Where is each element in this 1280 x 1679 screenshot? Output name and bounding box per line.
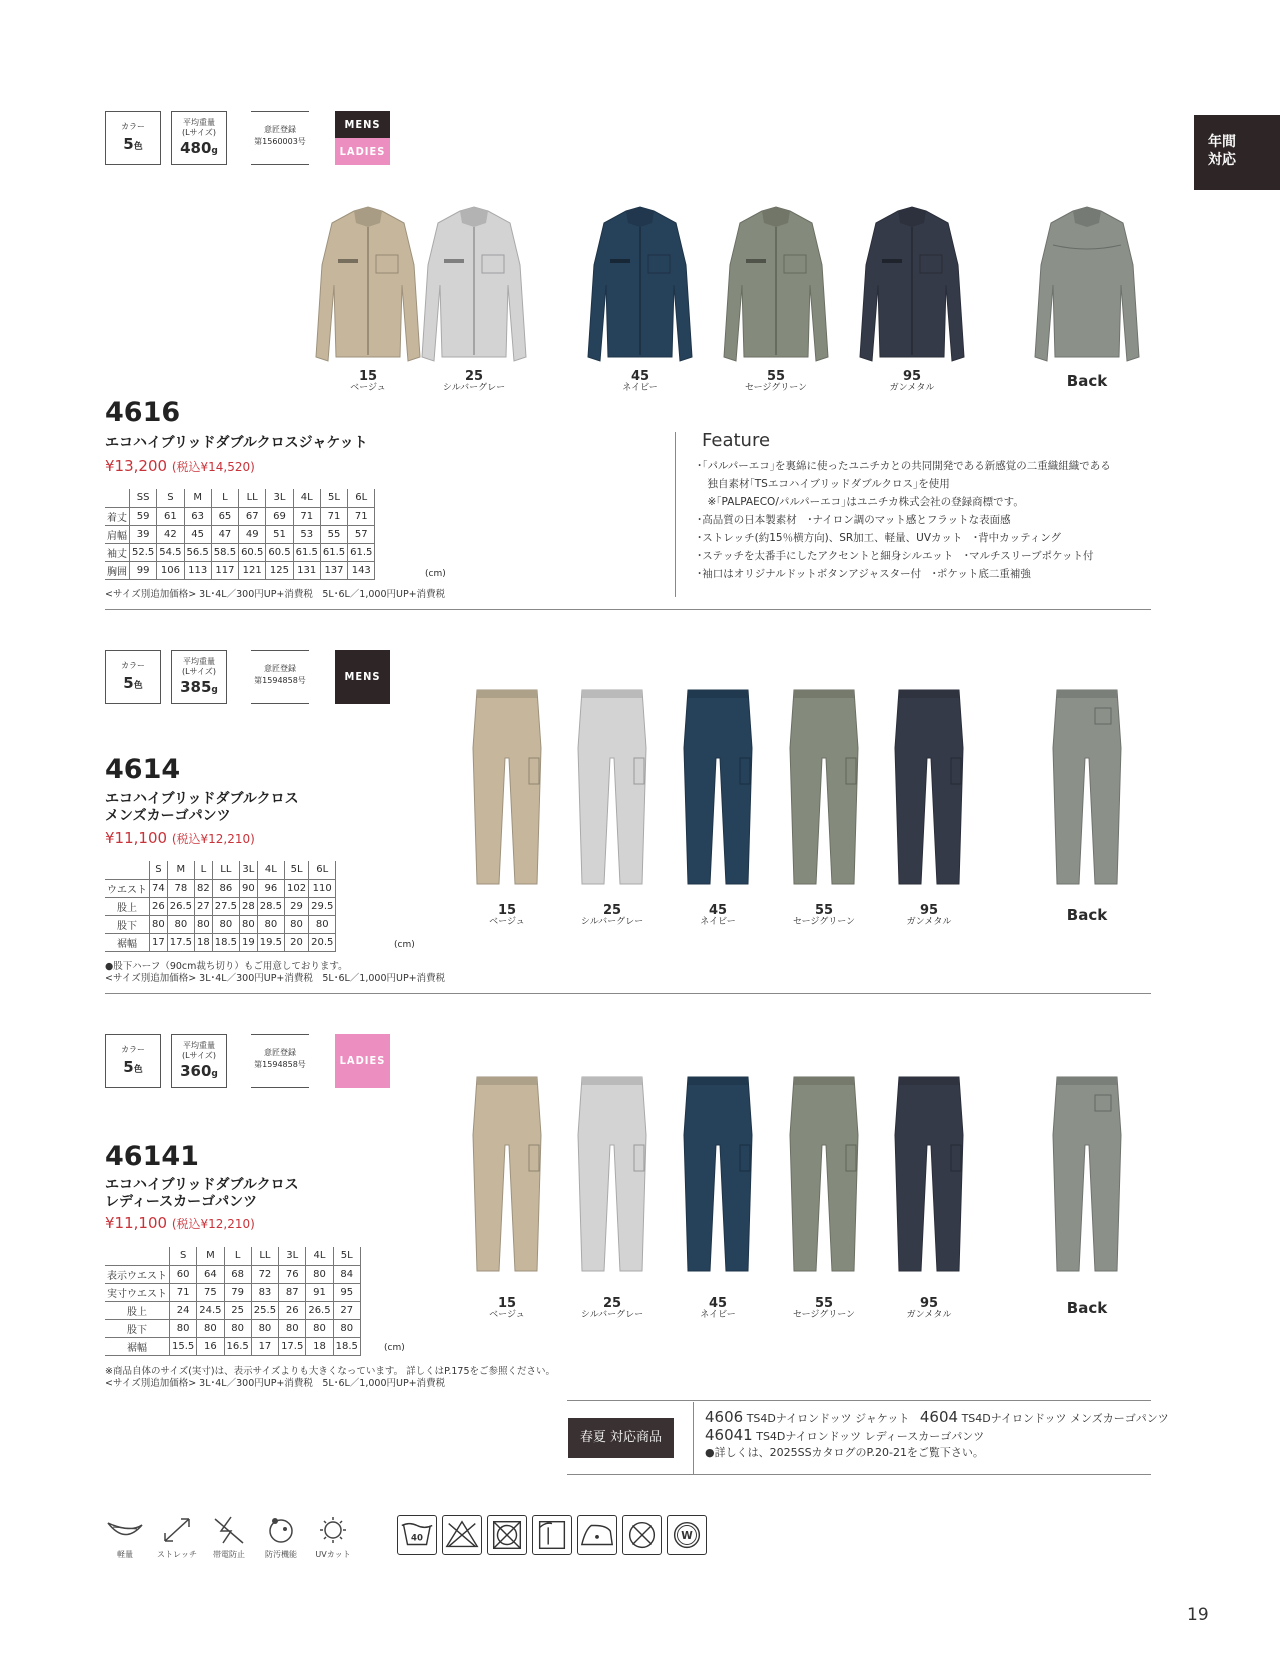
mens-tag: MENS (335, 111, 390, 138)
wash-40-icon (397, 1515, 437, 1555)
table-cell: 20 (285, 933, 309, 951)
mens-tag: MENS (335, 650, 390, 704)
feature-item: ･ステッチを太番手にしたアクセントと細身シルエット ･マルチスリーブポケット付 (697, 550, 1094, 562)
product-name: エコハイブリッドダブルクロスジャケット (105, 435, 368, 451)
table-cell: 80 (309, 915, 336, 933)
weight-box: 平均重量 (Lサイズ) 480g (171, 111, 227, 165)
product-code: 4616 (105, 397, 181, 428)
section-divider (567, 1400, 1151, 1401)
table-cell: 27 (333, 1301, 360, 1319)
size-note: ●股下ハーフ（90cm裁ち切り）もご用意しております。 (105, 961, 348, 972)
feature-item: ･袖口はオリジナルドットボタンアジャスター付 ･ポケット底二重補強 (697, 568, 1031, 580)
row-label: 股上 (105, 897, 150, 915)
table-cell: 25 (224, 1301, 251, 1319)
weight-label: 平均重量 (Lサイズ) (181, 118, 217, 137)
color-number: 95 (919, 903, 939, 918)
table-cell: 15.5 (170, 1337, 197, 1355)
table-cell: 27 (195, 897, 213, 915)
size-header: LL (251, 1247, 278, 1265)
feature-list (697, 457, 1177, 583)
function-icons (105, 1515, 365, 1575)
color-number: 55 (814, 903, 834, 918)
table-cell: 19 (240, 933, 258, 951)
size-header: LL (212, 861, 239, 879)
table-cell: 45 (184, 525, 211, 543)
color-count-box: カラー 5色 (105, 1034, 161, 1088)
table-cell: 17.5 (167, 933, 194, 951)
related-note: ●詳しくは、2025SSカタログのP.20-21をご覧下さい。 (705, 1446, 984, 1459)
table-cell: 87 (279, 1283, 306, 1301)
table-cell: 64 (197, 1265, 224, 1283)
color-count: 5 (123, 674, 134, 692)
size-header: 3L (266, 489, 293, 507)
table-cell: 76 (279, 1265, 306, 1283)
size-note: <サイズ別追加価格> 3L･4L／300円UP+消費税 5L･6L／1,000円UP+消費税 (105, 589, 446, 600)
pants-image (678, 1075, 758, 1279)
table-cell: 72 (251, 1265, 278, 1283)
pants-image (467, 688, 547, 892)
color-count-box: カラー 5色 (105, 650, 161, 704)
row-label: 裾幅 (105, 1337, 170, 1355)
color-number: 15 (497, 1296, 517, 1311)
table-row (105, 1265, 360, 1283)
row-label: 裾幅 (105, 933, 150, 951)
size-header: 5L (320, 489, 347, 507)
color-name: シルバーグレー (580, 917, 644, 927)
size-header: L (195, 861, 213, 879)
table-row (105, 897, 336, 915)
size-table (105, 1247, 361, 1356)
table-cell: 60 (170, 1265, 197, 1283)
feature-item: ※｢PALPAECO/パルパーエコ｣はユニチカ株式会社の登録商標です。 (697, 496, 1024, 508)
table-cell: 17 (251, 1337, 278, 1355)
jacket-image (580, 205, 700, 369)
table-row (105, 1319, 360, 1337)
product-price: ¥11,100 (税込¥12,210) (105, 829, 255, 847)
table-cell: 99 (130, 561, 157, 579)
product-code: 4614 (105, 754, 181, 785)
jacket-image (308, 205, 428, 369)
product-price: ¥11,100 (税込¥12,210) (105, 1214, 255, 1232)
color-name: ベージュ (489, 917, 525, 927)
table-cell: 117 (211, 561, 238, 579)
color-number: 15 (497, 903, 517, 918)
color-name: ガンメタル (889, 383, 935, 393)
color-name: ベージュ (489, 1310, 525, 1320)
color-name: セージグリーン (792, 917, 856, 927)
row-label: 股下 (105, 915, 150, 933)
product-code: 46141 (105, 1141, 199, 1172)
season-divider (693, 1402, 694, 1474)
table-cell: 61.5 (293, 543, 320, 561)
size-header: 5L (333, 1247, 360, 1265)
table-cell: 28 (240, 897, 258, 915)
wet-clean-icon (667, 1515, 707, 1555)
table-cell: 28.5 (257, 897, 284, 915)
product-name-line2: レディースカーゴパンツ (105, 1194, 258, 1210)
no-tumble-dry-icon (487, 1515, 527, 1555)
table-row (105, 525, 375, 543)
row-label: 肩幅 (105, 525, 130, 543)
season-tab: 年間 対応 (1194, 115, 1280, 190)
color-number: 25 (464, 369, 484, 384)
table-row (105, 915, 336, 933)
design-registration: 意匠登録 第1594858号 (251, 650, 309, 704)
table-cell: 20.5 (309, 933, 336, 951)
table-cell: 80 (167, 915, 194, 933)
table-cell: 67 (239, 507, 266, 525)
color-number: 45 (708, 903, 728, 918)
feature-item: ･高品質の日本製素材 ･ナイロン調のマット感とフラットな表面感 (697, 514, 1011, 526)
table-cell: 75 (197, 1283, 224, 1301)
table-cell: 63 (184, 507, 211, 525)
table-cell: 113 (184, 561, 211, 579)
table-cell: 29 (285, 897, 309, 915)
size-header: M (167, 861, 194, 879)
table-cell: 90 (240, 879, 258, 897)
table-cell: 16.5 (224, 1337, 251, 1355)
back-label: Back (1066, 1299, 1108, 1317)
page-number: 19 (1187, 1605, 1209, 1625)
table-cell: 57 (348, 525, 375, 543)
row-label: 股下 (105, 1319, 170, 1337)
color-label: カラー (121, 1045, 145, 1054)
pants-back-image (1047, 1075, 1127, 1279)
design-registration: 意匠登録 第1560003号 (251, 111, 309, 165)
back-label: Back (1066, 372, 1108, 390)
stain-resistant-icon: 防汚機能 (261, 1515, 301, 1560)
product-price: ¥13,200 (税込¥14,520) (105, 457, 255, 475)
table-cell: 19.5 (257, 933, 284, 951)
size-header: LL (239, 489, 266, 507)
jacket-image (414, 205, 534, 369)
size-table (105, 861, 336, 952)
table-cell: 60.5 (239, 543, 266, 561)
color-name: シルバーグレー (442, 383, 506, 393)
table-cell: 71 (320, 507, 347, 525)
no-dry-clean-icon (622, 1515, 662, 1555)
table-cell: 80 (240, 915, 258, 933)
pants-image (467, 1075, 547, 1279)
row-label: 胸囲 (105, 561, 130, 579)
table-cell: 16 (197, 1337, 224, 1355)
table-cell: 80 (306, 1265, 333, 1283)
color-count: 5 (123, 135, 134, 153)
table-cell: 25.5 (251, 1301, 278, 1319)
feather-icon: 軽量 (105, 1515, 145, 1560)
row-label: ウエスト (105, 879, 150, 897)
table-cell: 61 (157, 507, 184, 525)
table-cell: 18.5 (212, 933, 239, 951)
table-cell: 27.5 (212, 897, 239, 915)
color-name: ベージュ (350, 383, 386, 393)
related-line2: 46041 TS4Dナイロンドッツ レディースカーゴパンツ (705, 1426, 985, 1444)
table-cell: 39 (130, 525, 157, 543)
color-name: ネイビー (700, 917, 736, 927)
table-cell: 106 (157, 561, 184, 579)
table-cell: 82 (195, 879, 213, 897)
table-cell: 61.5 (348, 543, 375, 561)
table-cell: 95 (333, 1283, 360, 1301)
color-number: 25 (602, 903, 622, 918)
table-cell: 91 (306, 1283, 333, 1301)
color-name: シルバーグレー (580, 1310, 644, 1320)
table-cell: 80 (251, 1319, 278, 1337)
color-name: ガンメタル (906, 917, 952, 927)
row-label: 着丈 (105, 507, 130, 525)
size-header: 6L (348, 489, 375, 507)
antistatic-icon: 帯電防止 (209, 1515, 249, 1560)
table-cell: 59 (130, 507, 157, 525)
color-name: セージグリーン (744, 383, 808, 393)
table-cell: 80 (224, 1319, 251, 1337)
color-name: ネイビー (622, 383, 658, 393)
size-unit: (cm) (384, 1343, 405, 1353)
table-cell: 29.5 (309, 897, 336, 915)
care-icon-text: W (681, 1529, 693, 1542)
size-header: M (197, 1247, 224, 1265)
table-cell: 137 (320, 561, 347, 579)
table-cell: 80 (285, 915, 309, 933)
table-cell: 18 (195, 933, 213, 951)
table-row (105, 879, 336, 897)
season-products-badge: 春夏 対応商品 (568, 1418, 674, 1458)
size-header: 4L (257, 861, 284, 879)
size-header: 6L (309, 861, 336, 879)
table-cell: 26 (150, 897, 168, 915)
color-number: 45 (630, 369, 650, 384)
pants-image (572, 688, 652, 892)
table-cell: 26.5 (306, 1301, 333, 1319)
size-header: 4L (293, 489, 320, 507)
color-number: 95 (902, 369, 922, 384)
weight-box: 平均重量 (Lサイズ) 360g (171, 1034, 227, 1088)
pants-image (784, 1075, 864, 1279)
table-cell: 96 (257, 879, 284, 897)
iron-low-icon (577, 1515, 617, 1555)
table-row (105, 543, 375, 561)
table-row (105, 933, 336, 951)
feature-item: 独自素材｢TSエコハイブリッドダブルクロス｣を使用 (697, 478, 950, 490)
size-header: M (184, 489, 211, 507)
jacket-image (716, 205, 836, 369)
color-name: セージグリーン (792, 1310, 856, 1320)
color-number: 55 (814, 1296, 834, 1311)
table-cell: 121 (239, 561, 266, 579)
table-cell: 80 (306, 1319, 333, 1337)
color-name: ネイビー (700, 1310, 736, 1320)
size-header: 4L (306, 1247, 333, 1265)
size-table (105, 489, 375, 580)
related-products (705, 1409, 1175, 1461)
uv-cut-icon: UVカット (313, 1515, 353, 1560)
table-cell: 71 (348, 507, 375, 525)
pants-image (889, 1075, 969, 1279)
pants-image (889, 688, 969, 892)
color-name: ガンメタル (906, 1310, 952, 1320)
table-row (105, 1301, 360, 1319)
related-line1: 4606 TS4Dナイロンドッツ ジャケット 4604 TS4Dナイロンドッツ メンズカーゴパンツ (705, 1408, 1169, 1426)
color-label: カラー (121, 122, 145, 131)
table-cell: 18 (306, 1337, 333, 1355)
table-cell: 42 (157, 525, 184, 543)
table-cell: 83 (251, 1283, 278, 1301)
pants-image (572, 1075, 652, 1279)
table-cell: 74 (150, 879, 168, 897)
table-cell: 58.5 (211, 543, 238, 561)
color-label: カラー (121, 661, 145, 670)
table-cell: 71 (293, 507, 320, 525)
feature-item: ･ストレッチ(約15％横方向)、SR加工、軽量、UVカット ･背中カッティング (697, 532, 1062, 544)
table-cell: 143 (348, 561, 375, 579)
product-name-line1: エコハイブリッドダブルクロス (105, 1177, 299, 1193)
size-header: 3L (279, 1247, 306, 1265)
table-row (105, 561, 375, 579)
table-cell: 26 (279, 1301, 306, 1319)
color-number: 15 (358, 369, 378, 384)
weight-label: 平均重量 (Lサイズ) (181, 1041, 217, 1060)
ladies-tag: LADIES (335, 138, 390, 165)
table-row (105, 507, 375, 525)
no-bleach-icon (442, 1515, 482, 1555)
row-label: 実寸ウエスト (105, 1283, 170, 1301)
section-divider (105, 993, 1151, 994)
color-number: 95 (919, 1296, 939, 1311)
size-header: 3L (240, 861, 258, 879)
color-count: 5 (123, 1058, 134, 1076)
table-row (105, 1337, 360, 1355)
weight-value: 360 (180, 1062, 212, 1080)
size-header: L (224, 1247, 251, 1265)
table-cell: 61.5 (320, 543, 347, 561)
pants-image (784, 688, 864, 892)
size-header: 5L (285, 861, 309, 879)
pants-back-image (1047, 688, 1127, 892)
product-name-line1: エコハイブリッドダブルクロス (105, 791, 299, 807)
table-cell: 55 (320, 525, 347, 543)
table-cell: 110 (309, 879, 336, 897)
table-cell: 54.5 (157, 543, 184, 561)
table-cell: 53 (293, 525, 320, 543)
table-cell: 80 (212, 915, 239, 933)
table-cell: 18.5 (333, 1337, 360, 1355)
color-count-box: カラー 5色 (105, 111, 161, 165)
size-note: ※商品自体のサイズ(実寸)は、表示サイズよりも大きくなっています。 詳しくはP.175をご参照ください。 (105, 1366, 556, 1377)
table-cell: 17 (150, 933, 168, 951)
table-cell: 17.5 (279, 1337, 306, 1355)
table-cell: 69 (266, 507, 293, 525)
feature-divider (675, 432, 676, 597)
table-cell: 80 (279, 1319, 306, 1337)
table-cell: 80 (257, 915, 284, 933)
ladies-tag: LADIES (335, 1034, 390, 1088)
table-cell: 78 (167, 879, 194, 897)
row-label: 袖丈 (105, 543, 130, 561)
pants-image (678, 688, 758, 892)
table-cell: 60.5 (266, 543, 293, 561)
care-icons (397, 1515, 717, 1555)
feature-title: Feature (702, 430, 771, 451)
size-unit: (cm) (425, 569, 446, 579)
size-note: <サイズ別追加価格> 3L･4L／300円UP+消費税 5L･6L／1,000円UP+消費税 (105, 973, 446, 984)
table-cell: 80 (195, 915, 213, 933)
table-cell: 71 (170, 1283, 197, 1301)
section-divider (105, 609, 1151, 610)
stretch-icon: ストレッチ (157, 1515, 197, 1560)
weight-value: 480 (180, 139, 212, 157)
row-label: 股上 (105, 1301, 170, 1319)
table-cell: 125 (266, 561, 293, 579)
jacket-image (852, 205, 972, 369)
feature-item: ･｢パルパーエコ｣を裏綿に使ったユニチカとの共同開発である新感覚の二重織組織である (697, 460, 1111, 472)
color-number: 25 (602, 1296, 622, 1311)
table-cell: 52.5 (130, 543, 157, 561)
color-number: 55 (766, 369, 786, 384)
table-cell: 80 (170, 1319, 197, 1337)
weight-label: 平均重量 (Lサイズ) (181, 657, 217, 676)
color-number: 45 (708, 1296, 728, 1311)
care-icon-text: 40 (411, 1533, 423, 1544)
table-cell: 79 (224, 1283, 251, 1301)
size-header: S (170, 1247, 197, 1265)
size-header: S (150, 861, 168, 879)
design-registration: 意匠登録 第1594858号 (251, 1034, 309, 1088)
table-cell: 80 (150, 915, 168, 933)
table-row (105, 1283, 360, 1301)
weight-box: 平均重量 (Lサイズ) 385g (171, 650, 227, 704)
size-unit: (cm) (394, 940, 415, 950)
table-cell: 24 (170, 1301, 197, 1319)
table-cell: 80 (333, 1319, 360, 1337)
table-cell: 26.5 (167, 897, 194, 915)
back-label: Back (1066, 906, 1108, 924)
jacket-back-image (1027, 205, 1147, 369)
table-cell: 47 (211, 525, 238, 543)
table-cell: 131 (293, 561, 320, 579)
size-header: S (157, 489, 184, 507)
size-note: <サイズ別追加価格> 3L･4L／300円UP+消費税 5L･6L／1,000円UP+消費税 (105, 1378, 446, 1389)
line-dry-icon (532, 1515, 572, 1555)
size-header: SS (130, 489, 157, 507)
product-name-line2: メンズカーゴパンツ (105, 808, 231, 824)
table-cell: 65 (211, 507, 238, 525)
table-cell: 80 (197, 1319, 224, 1337)
size-header: L (211, 489, 238, 507)
table-cell: 68 (224, 1265, 251, 1283)
table-cell: 86 (212, 879, 239, 897)
table-cell: 56.5 (184, 543, 211, 561)
table-cell: 84 (333, 1265, 360, 1283)
weight-value: 385 (180, 678, 212, 696)
section-divider (567, 1474, 1151, 1475)
table-cell: 49 (239, 525, 266, 543)
table-cell: 102 (285, 879, 309, 897)
row-label: 表示ウエスト (105, 1265, 170, 1283)
table-cell: 24.5 (197, 1301, 224, 1319)
table-cell: 51 (266, 525, 293, 543)
